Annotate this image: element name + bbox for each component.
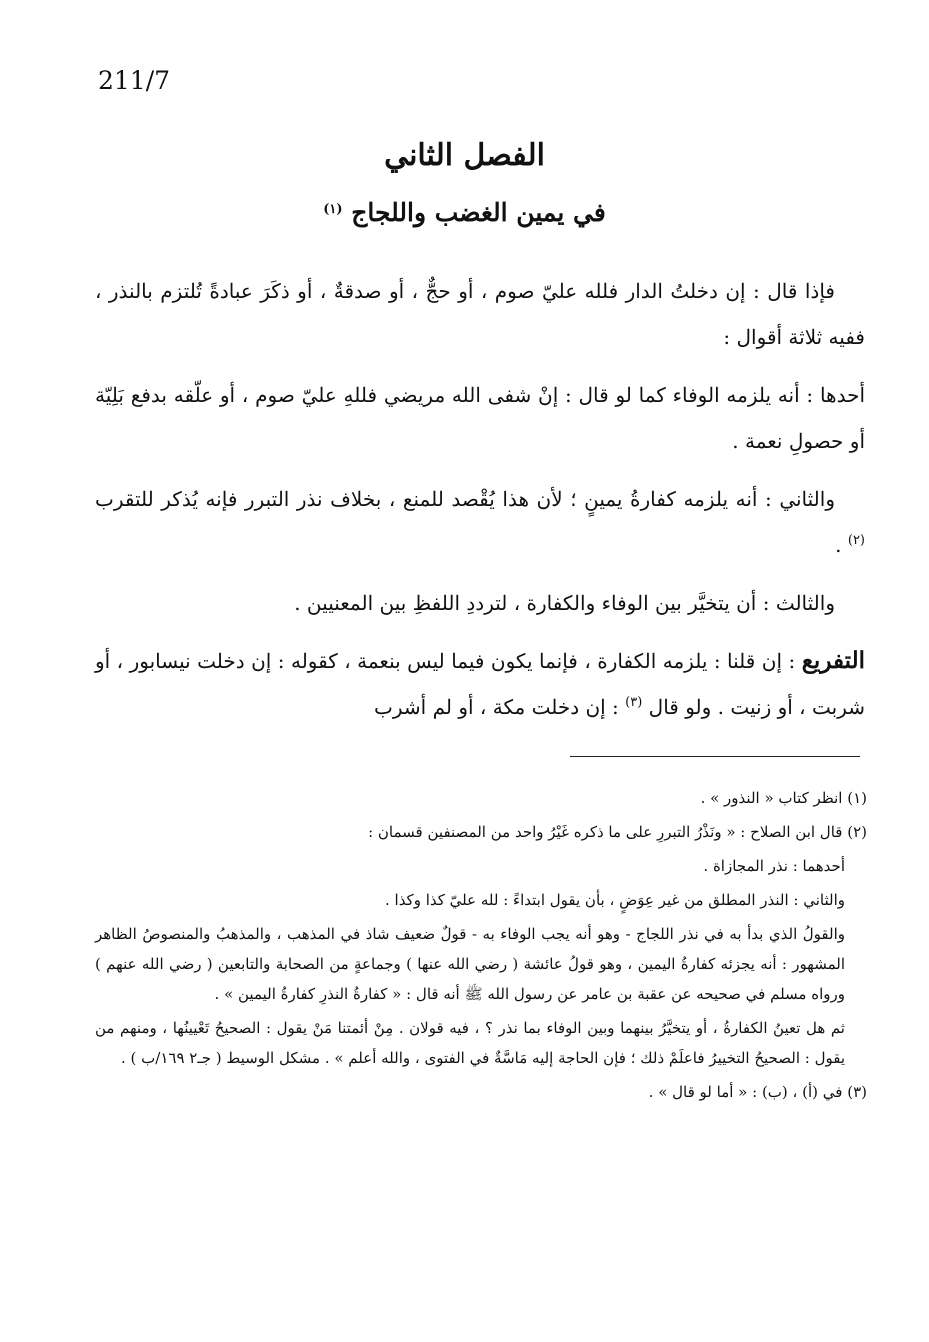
opinion-second-paragraph [95,476,865,568]
tafri-text: : إن قلنا : يلزمه الكفارة ، فإنما يكون فيما ليس بنعمة ، كقوله : إن دخلت نيسابور ، أو شربت ، أو زنيت . ولو قال [95,649,865,719]
tafri-term: التفريع [801,647,865,674]
footnote-1: (١) انظر كتاب « النذور » . [700,789,867,807]
footnotes [95,783,867,1111]
footnote-ref-1: (١) [323,202,343,217]
page-number: 211/7 [98,66,171,95]
footnote-ref-2: (٢) [847,533,865,548]
opinion-second-end: . [835,533,848,557]
chapter-subtitle [60,198,869,227]
main-text [95,268,865,742]
opinion-third-paragraph: والثالث : أن يتخيَّر بين الوفاء والكفارة ، لترددِ اللفظِ بين المعنيين . [294,591,835,615]
footnote-2-head: (٢) قال ابن الصلاح : « ونَذْرُ التبررِ على ما ذكره غَيْرُ واحد من المصنفين قسمان : [368,823,867,841]
footnote-2-paragraph: والقولُ الذي بدأ به في نذر اللجاج - وهو أنه يجب الوفاء به - قولٌ ضعيف شاذ في المذهب ، والمذهبُ والمنصوصُ الظاهر المشهور : أنه يجزئه كفارةُ اليمين ، وهو قولُ عائشة ( رضي الله عنها ) وجماعةٍ من الصحابة والتابعين ( رضي الله عنهم ) ورواه مسلم في صحيحه عن عقبة بن عامر عن رسول الله ﷺ أنه قال : « كفارةُ النذرِ كفارةُ اليمين » . [95,925,845,1003]
chapter-subtitle-text: في يمين الغضب واللجاج [351,198,606,227]
opinion-second-text: والثاني : أنه يلزمه كفارةُ يمينٍ ؛ لأن هذا يُقْصد للمنع ، بخلاف نذر التبرر فإنه يُذكر للتقرب [95,487,835,511]
tafri-paragraph [95,638,865,730]
opinion-first-paragraph: أحدها : أنه يلزمه الوفاء كما لو قال : إنْ شفى الله مريضي فللهِ عليّ صوم ، أو علّقه بدفع بَلِيّة أو حصولِ نعمة . [95,383,865,453]
intro-paragraph: فإذا قال : إن دخلتُ الدار فلله عليّ صوم ، أو حجٌّ ، أو صدقةٌ ، أو ذكَرَ عبادةً تُلتزم بالنذر ، ففيه ثلاثة أقوال : [95,279,865,349]
tafri-end: : إن دخلت مكة ، أو لم أشرب [374,695,626,719]
footnote-2-continuation: ثم هل تعينُ الكفارةُ ، أو يتخيَّرُ بينهما وبين الوفاء بما نذر ؟ ، فيه قولان . مِنْ أئمتنا مَنْ يقول : الصحيحُ تَعْيينُها ، ومنهم من يقول : الصحيحُ التخييرُ فاعلَمْ ذلك ؛ فإن الحاجة إليه مَاسَّةٌ في الفتوى ، والله أعلم » . مشكل الوسيط ( جـ٢ ١٦٩/ب ) . [95,1019,845,1067]
footnote-divider [570,756,860,757]
chapter-title: الفصل الثاني [384,138,545,173]
footnote-ref-3: (٣) [625,695,643,710]
footnote-3: (٣) في (أ) ، (ب) : « أما لو قال » . [648,1083,867,1101]
footnote-2-second: والثاني : النذر المطلق من غير عِوَضٍ ، بأن يقول ابتداءً : لله عليّ كذا وكذا . [384,891,845,909]
footnote-2-first: أحدهما : نذر المجازاة . [703,857,845,875]
